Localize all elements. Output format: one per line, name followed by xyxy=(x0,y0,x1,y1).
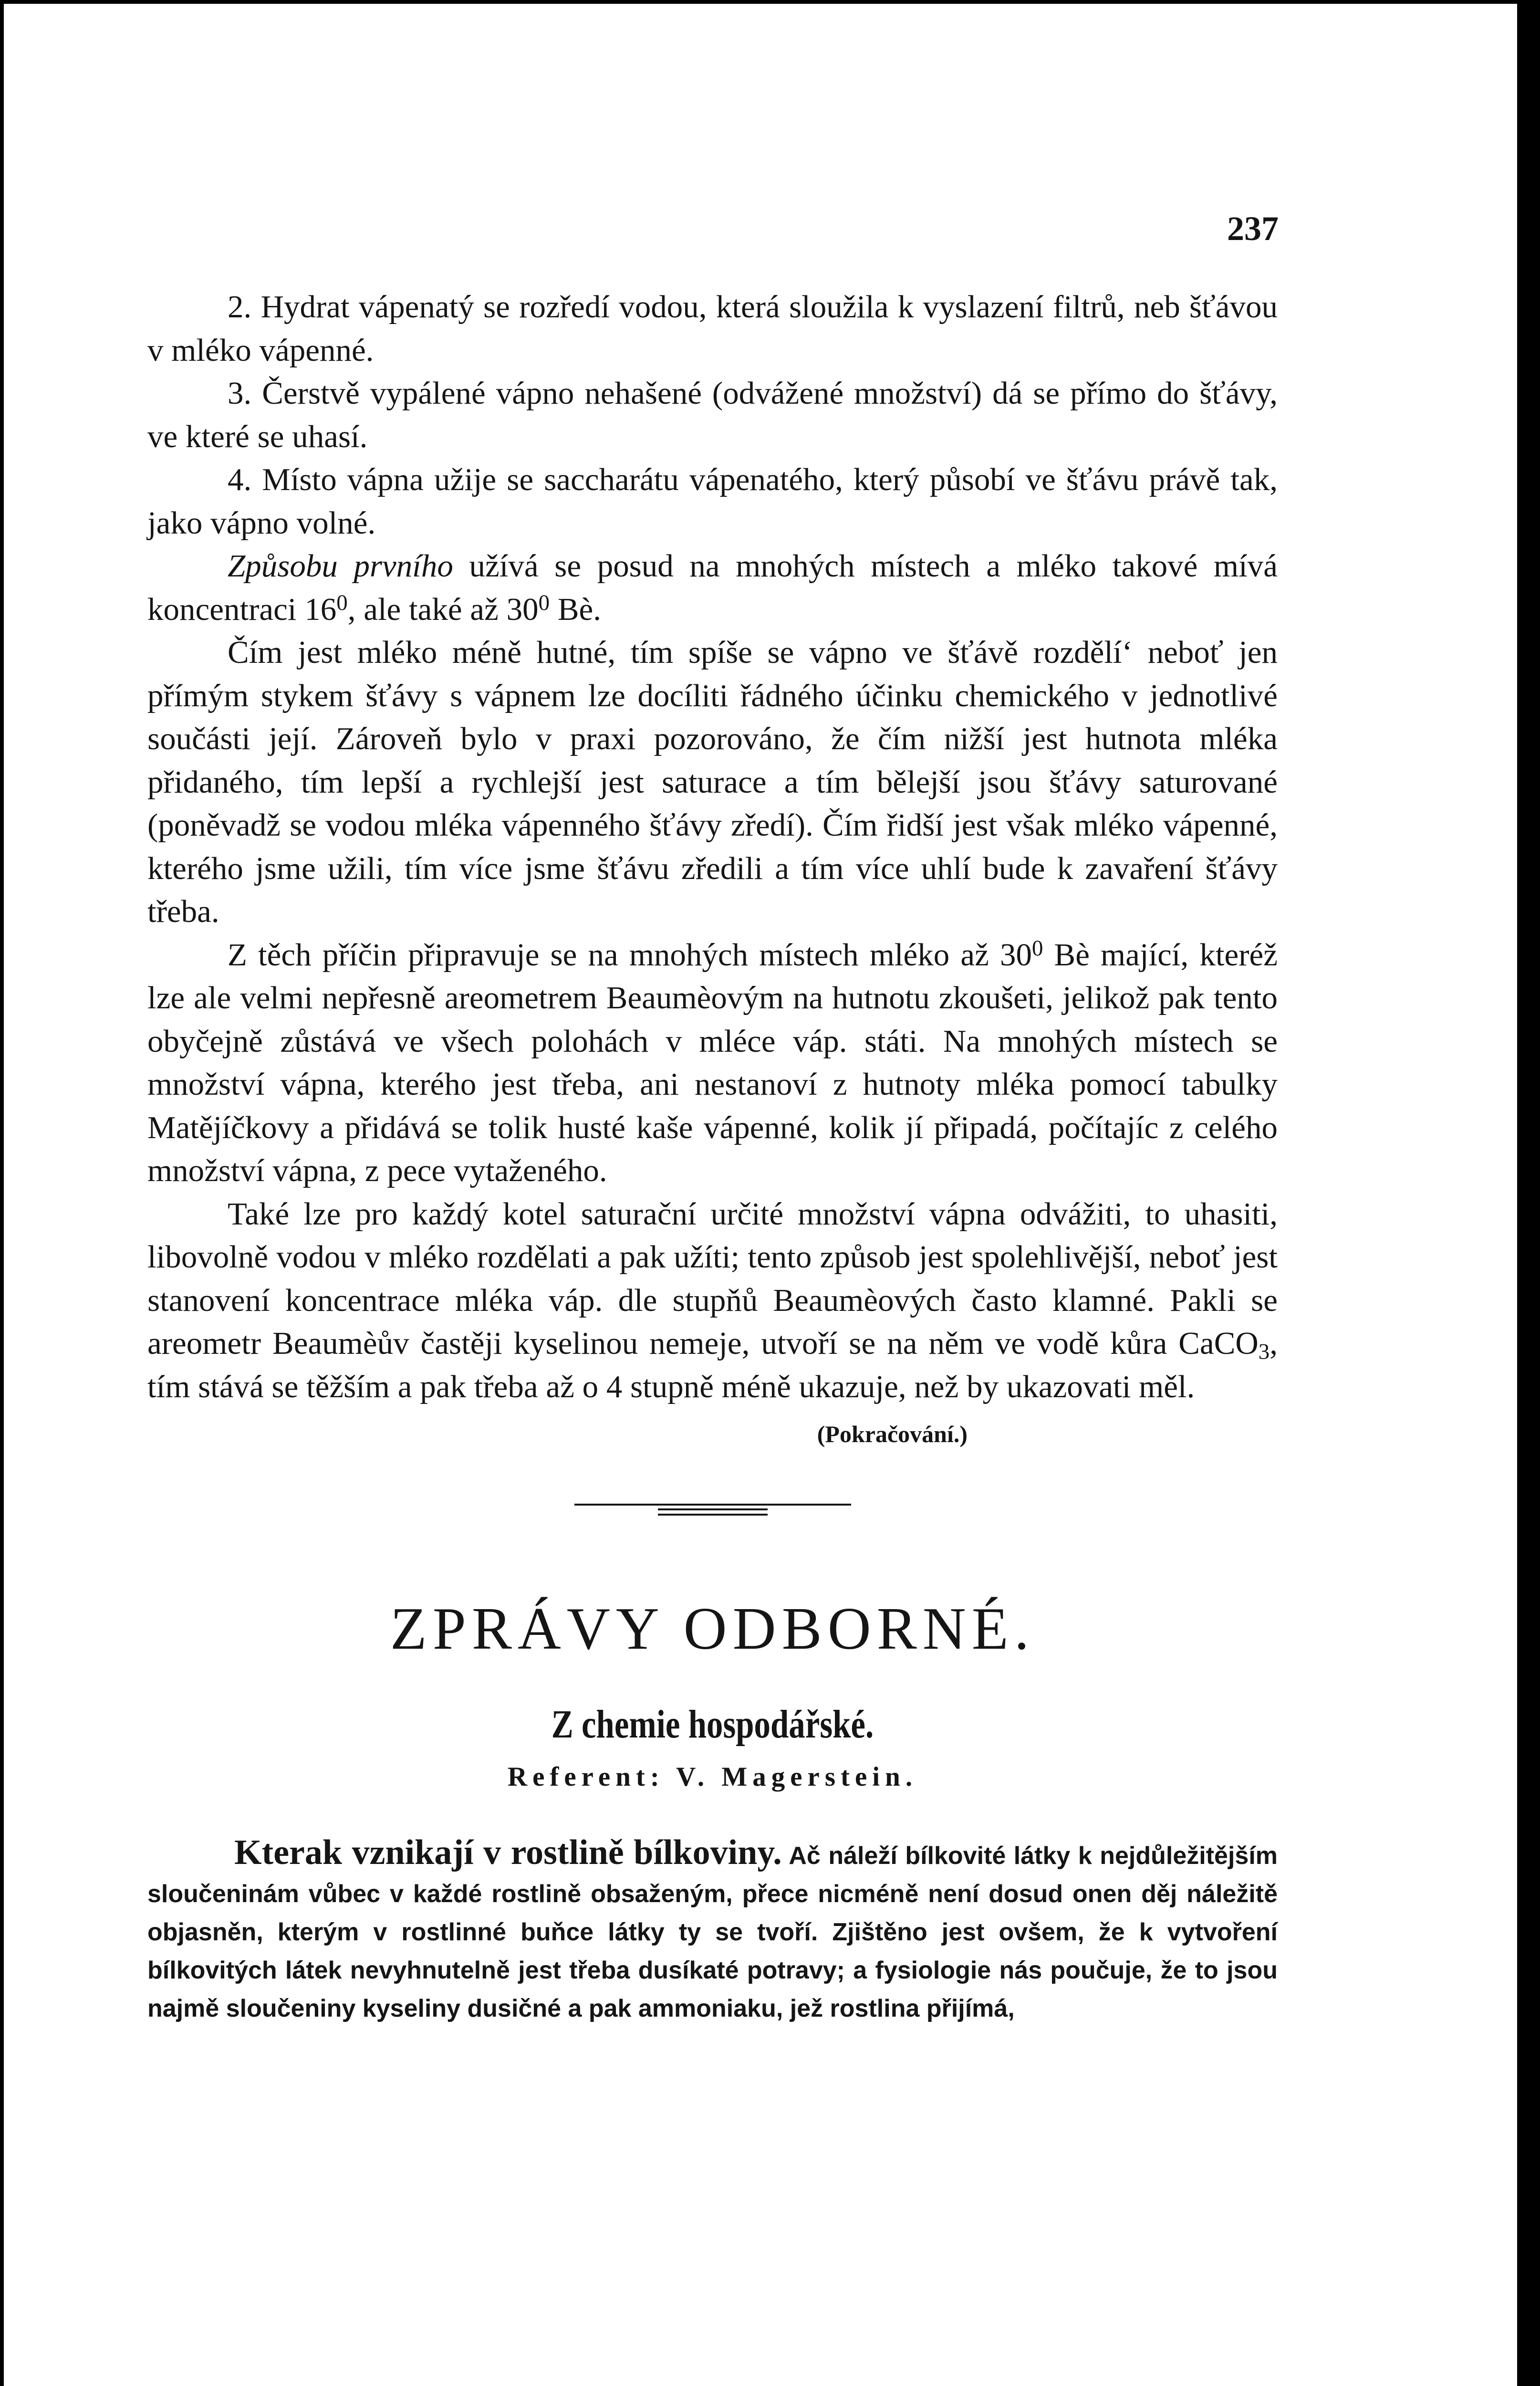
paragraph-item-2 xyxy=(147,285,1278,372)
section-divider xyxy=(574,1504,851,1518)
referent-line: Referent: V. Magerstein. xyxy=(507,1762,918,1792)
paragraph-text: užívá se posud na mnohých místech a mléko takové mívá koncentraci 16 xyxy=(147,548,1278,627)
paragraph-text: Bè mající, kteréž lze ale velmi nepřesně areometrem Beaumèovým na hutnotu zkoušeti, jelikož pak tento obyčejně zůstává ve všech polohách v mléce váp. státi. Na mnohých místech se množství vápna, kterého jest třeba, ani nestanoví z hutnoty mléka pomocí tabulky Matějíčkovy a přidává se tolik husté kaše vápenné, kolik jí připadá, počítajíc z celého množství vápna, z pece vytaženého. xyxy=(147,937,1278,1188)
paragraph-text: Bè. xyxy=(550,591,601,627)
paragraph-text: Také lze pro každý kotel saturační určité množství vápna odvážiti, to uhasiti, libovolně vodou v mléko rozdělati a pak užíti; tento způsob jest spolehlivější, neboť jest stanovení koncentrace mléka váp. dle stupňů Beaumèových často klamné. Pakli se areometr Beaumèův častěji kyselinou nemeje, utvoří se na něm ve vodě kůra CaCO xyxy=(147,1196,1278,1361)
paragraph-item-4 xyxy=(147,458,1278,544)
article-paragraph xyxy=(147,1833,1278,2028)
divider-line xyxy=(658,1514,768,1516)
paragraph-text: , ale také až 30 xyxy=(347,591,539,627)
section-heading: ZPRÁVY ODBORNÉ. xyxy=(390,1596,1035,1662)
subsection-heading: Z chemie hospodářské. xyxy=(551,1702,874,1747)
article-title: Kterak vznikají v rostlině bílkoviny. xyxy=(234,1833,782,1872)
article-body: Ač náleží bílkovité látky k nejdůležitějším sloučeninám vůbec v každé rostlině obsaženým, přece nicméně není dosud onen děj náležitě objasněn, kterým v rostlinné buňce látky ty se tvoří. Zjištěno jest ovšem, že k vytvoření bílkovitých látek nevyhnutelně jest třeba dusíkaté potravy; a fysiologie nás poučuje, že to jsou najmě sloučeniny kyseliny dusičné a pak ammoniaku, jež rostlina přijímá, xyxy=(147,1842,1278,2022)
continued-label: (Pokračování.) xyxy=(817,1421,968,1447)
paragraph-first-method xyxy=(147,544,1278,631)
italic-lead: Způsobu prvního xyxy=(228,548,453,584)
paragraph-density xyxy=(147,631,1278,933)
page-number: 237 xyxy=(1227,209,1279,248)
paragraph-text: 4. Místo vápna užije se saccharátu vápenatého, který působí ve šťávu právě tak, jako vápno volné. xyxy=(147,462,1278,541)
paragraph-text: , tím stává se těžším a pak třeba až o 4 stupně méně ukazuje, než by ukazovati měl. xyxy=(147,1326,1278,1404)
divider-line xyxy=(574,1504,851,1506)
document-page xyxy=(4,4,1517,2386)
degree-superscript: 0 xyxy=(1031,935,1043,961)
main-text xyxy=(147,285,1278,1408)
paragraph-weighing xyxy=(147,1193,1278,1409)
paragraph-text: Čím jest mléko méně hutné, tím spíše se vápno ve šťávě rozdělí‘ neboť jen přímým stykem šťávy s vápnem lze docíliti řádného účinku chemického v jednotlivé součásti její. Zároveň bylo v praxi pozorováno, že čím nižší jest hutnota mléka přidaného, tím lepší a rychlejší jest saturace a tím bělejší jsou šťávy saturované (poněvadž se vodou mléka vápenného šťávy zředí). Čím řidší jest však mléko vápenné, kterého jsme užili, tím více jsme šťávu zředili a tím více uhlí bude k zavaření šťávy třeba. xyxy=(147,635,1278,929)
degree-superscript: 0 xyxy=(336,590,348,615)
divider-line xyxy=(658,1508,768,1510)
formula-subscript: 3 xyxy=(1258,1339,1270,1364)
paragraph-text: 3. Čerstvě vypálené vápno nehašené (odvážené množství) dá se přímo do šťávy, ve které se uhasí. xyxy=(147,376,1278,454)
degree-superscript: 0 xyxy=(538,590,550,615)
page-content xyxy=(147,204,1278,2028)
paragraph-preparation xyxy=(147,933,1278,1193)
paragraph-item-3 xyxy=(147,372,1278,458)
paragraph-text: 2. Hydrat vápenatý se rozředí vodou, která sloužila k vyslazení filtrů, neb šťávou v mléko vápenné. xyxy=(147,289,1278,368)
paragraph-text: Z těch příčin připravuje se na mnohých místech mléko až 30 xyxy=(228,937,1032,973)
